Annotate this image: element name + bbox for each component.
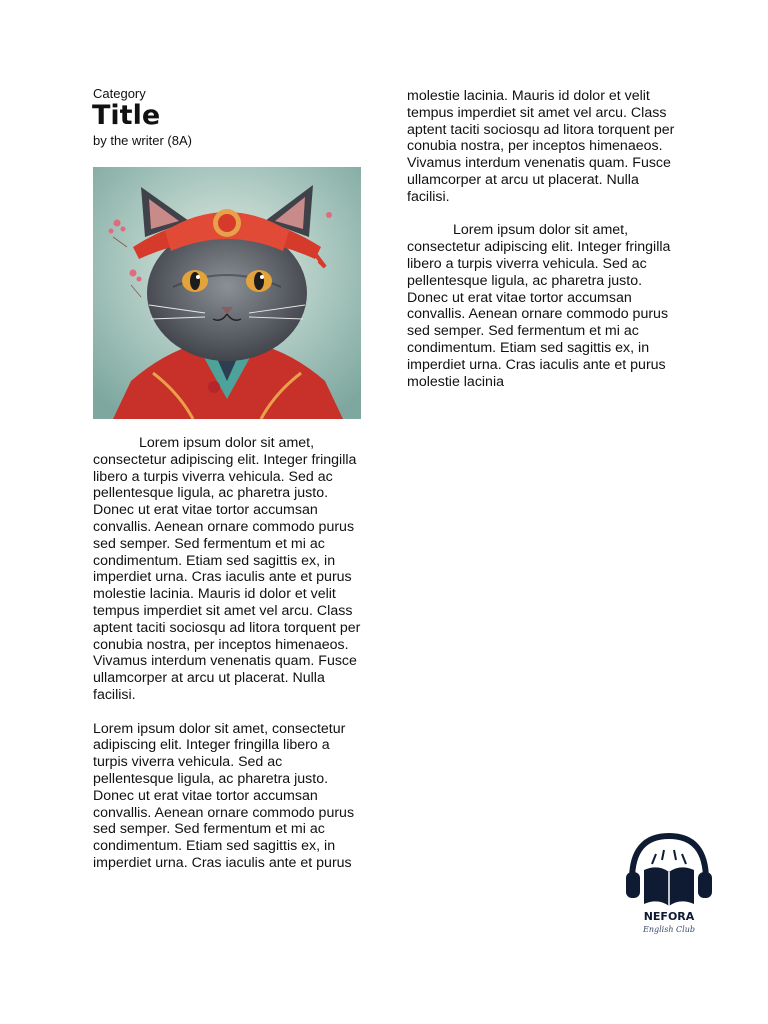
paragraph: Lorem ipsum dolor sit amet, consectetur adipiscing elit. Integer fringilla libero a turpis viverra vehicula. Sed ac pellentesque ligula, ac pharetra justo. Donec ut erat vitae tortor accumsan convallis. Aenean ornare commodo purus sed semper. Sed fermentum et mi ac condimentum. Etiam sed sagittis ex, in imperdiet urna. Cras iaculis ante et purus molestie lacinia	[407, 222, 671, 390]
logo-tagline: English Club	[643, 925, 695, 934]
logo-name: NEFORA	[643, 910, 695, 923]
cat-illustration	[93, 167, 361, 419]
paragraph: molestie lacinia. Mauris id dolor et velit tempus imperdiet sit amet vel arcu. Class aptent taciti sociosqu ad litora torquent per conubia nostra, per inceptos himenaeos. Vivamus interdum venenatis quam. Fusce ullamcorper at arcu ut placerat. Nulla facilisi.	[407, 88, 675, 205]
category-label: Category	[93, 86, 146, 101]
article-column-right	[407, 88, 681, 390]
page-title: Title	[92, 100, 161, 131]
byline: by the writer (8A)	[93, 133, 192, 148]
paragraph: Lorem ipsum dolor sit amet, consectetur adipiscing elit. Integer fringilla libero a turpis viverra vehicula. Sed ac pellentesque ligula, ac pharetra justo. Donec ut erat vitae tortor accumsan convallis. Aenean ornare commodo purus sed semper. Sed fermentum et mi ac condimentum. Etiam sed sagittis ex, in imperdiet urna. Cras iaculis ante et purus molestie lacinia. Mauris id dolor et velit tempus imperdiet sit amet vel arcu. Class aptent taciti sociosqu ad litora torquent per conubia nostra, per inceptos himenaeos. Vivamus interdum venenatis quam. Fusce ullamcorper at arcu ut placerat. Nulla facilisi.	[93, 435, 361, 703]
paragraph: Lorem ipsum dolor sit amet, consectetur adipiscing elit. Integer fringilla libero a turpis viverra vehicula. Sed ac pellentesque ligula, ac pharetra justo. Donec ut erat vitae tortor accumsan convallis. Aenean ornare commodo purus sed semper. Sed fermentum et mi ac condimentum. Etiam sed sagittis ex, in imperdiet urna. Cras iaculis ante et purus	[93, 720, 355, 871]
headphones-book-icon	[626, 836, 712, 906]
article-column-left	[93, 435, 365, 872]
nefora-logo	[622, 828, 716, 938]
